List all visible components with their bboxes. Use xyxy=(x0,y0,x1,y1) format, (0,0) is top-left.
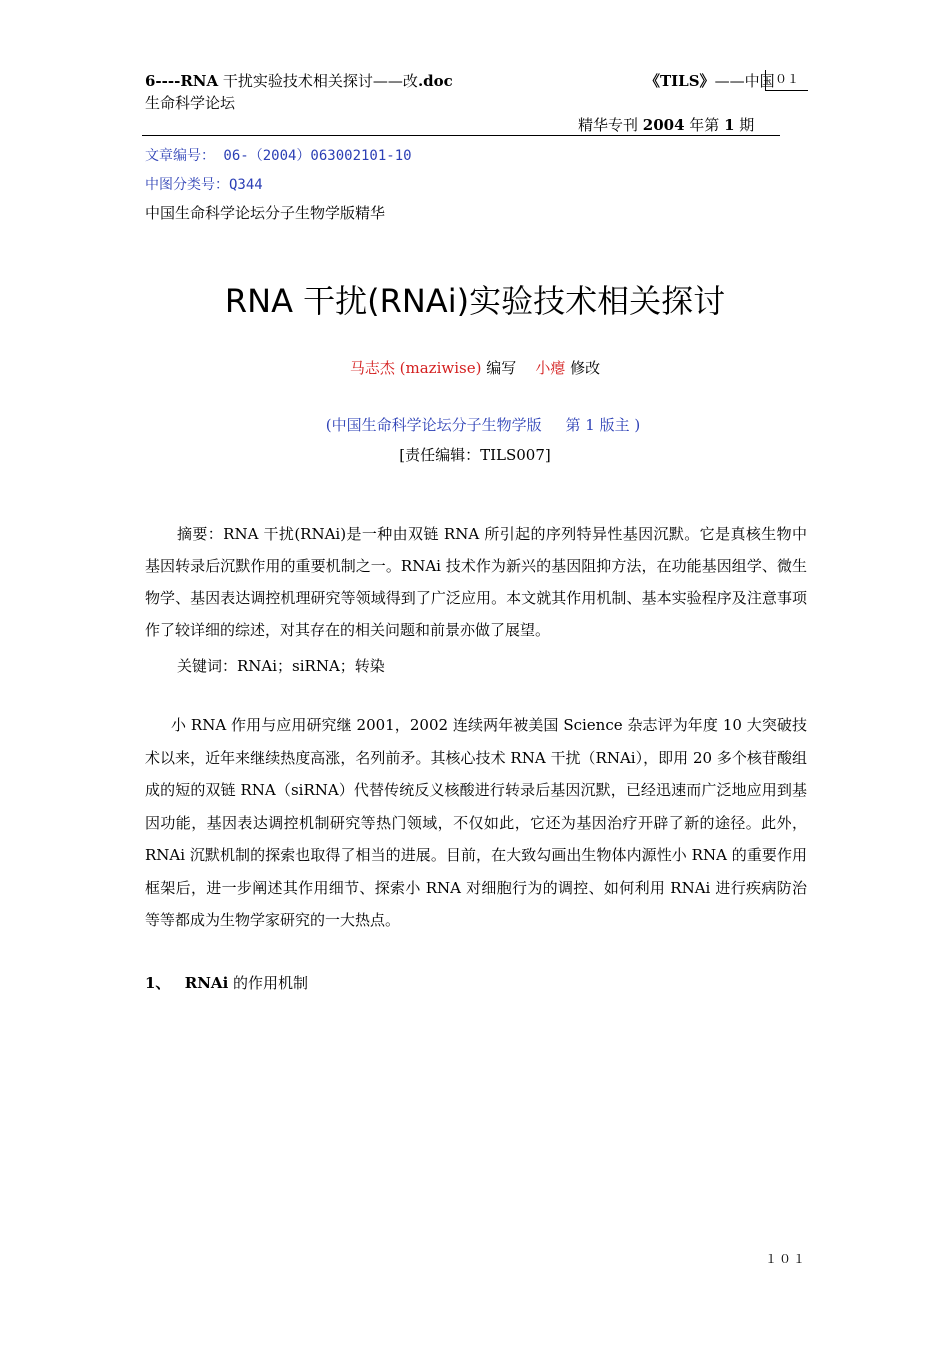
header-issue-num: 1 xyxy=(724,116,735,134)
header-journal xyxy=(645,70,775,91)
header-file-ext: .doc xyxy=(417,72,453,90)
intro-paragraph: 小 RNA 作用与应用研究继 2001，2002 连续两年被美国 Science 杂志评为年度 10 大突破技术以来，近年来继续热度高涨，名列前矛。其核心技术 RNA 干扰（RNAi），即用 20 多个核苷酸组成的短的双链 RNA（siRNA）代替传统反义核酸进行转录后基因沉默，已经迅速而广泛地应用到基因功能，基因表达调控机制研究等热门领域，不仅如此，它还为基因治疗开辟了新的途径。此外，RNAi 沉默机制的探索也取得了相当的进展。目前，在大致勾画出生物体内源性小 RNA 的重要作用框架后，进一步阐述其作用细节、探索小 RNA 对细胞行为的调控、如何利用 RNAi 进行疾病防治等等都成为生物学家研究的一大热点。 xyxy=(145,716,807,929)
header-journal-name: 《TILS》 xyxy=(645,72,715,90)
header-issue-a: 精华专刊 xyxy=(578,116,643,134)
page-title: RNA 干扰(RNAi)实验技术相关探讨 xyxy=(224,282,726,320)
section-1-rest: 的作用机制 xyxy=(228,974,309,992)
header-issue-b: 年第 xyxy=(684,116,725,134)
section-1-number: 1、 xyxy=(145,974,171,992)
header-rule xyxy=(142,135,780,136)
author-role: 编写 xyxy=(486,359,517,377)
header-issue-c: 期 xyxy=(734,116,755,134)
header-page-box-text: ０１ xyxy=(774,72,799,86)
responsible-editor: [责任编辑：TILS007] xyxy=(399,446,551,464)
reviser-role: 修改 xyxy=(570,359,601,377)
header-file-prefix: 6----RNA xyxy=(145,72,219,90)
classification-number: 中图分类号：Q344 xyxy=(145,177,263,193)
page-number: １０１ xyxy=(765,1252,808,1266)
header-filename xyxy=(145,70,453,91)
byline xyxy=(0,357,950,378)
reviser-name: 小瘪 xyxy=(535,359,566,377)
header-file-middle: 干扰实验技术相关探讨——改 xyxy=(218,72,418,90)
header-subtitle: 生命科学论坛 xyxy=(145,94,236,112)
article-number: 文章编号： 06-（2004）063002101-10 xyxy=(145,148,412,164)
header-journal-rest: ——中国 xyxy=(714,72,775,90)
edition-line: (中国生命科学论坛分子生物学版 第 1 版主 ) xyxy=(325,416,641,434)
section-1-term: RNAi xyxy=(184,974,229,992)
header-issue xyxy=(578,114,754,135)
source-label: 中国生命科学论坛分子生物学版精华 xyxy=(145,204,386,222)
header-issue-year: 2004 xyxy=(642,116,685,134)
section-1-heading xyxy=(145,972,308,993)
abstract: 摘要：RNA 干扰(RNAi)是一种由双链 RNA 所引起的序列特异性基因沉默。它是真核生物中基因转录后沉默作用的重要机制之一。RNAi 技术作为新兴的基因阻抑方法，在功能基因组学、微生物学、基因表达调控机理研究等领域得到了广泛应用。本文就其作用机制、基本实验程序及注意事项作了较详细的综述，对其存在的相关问题和前景亦做了展望。 xyxy=(145,525,807,639)
keywords: 关键词：RNAi；siRNA；转染 xyxy=(177,657,385,675)
header-page-box xyxy=(765,70,808,91)
author-name: 马志杰 (maziwise) xyxy=(349,359,482,377)
